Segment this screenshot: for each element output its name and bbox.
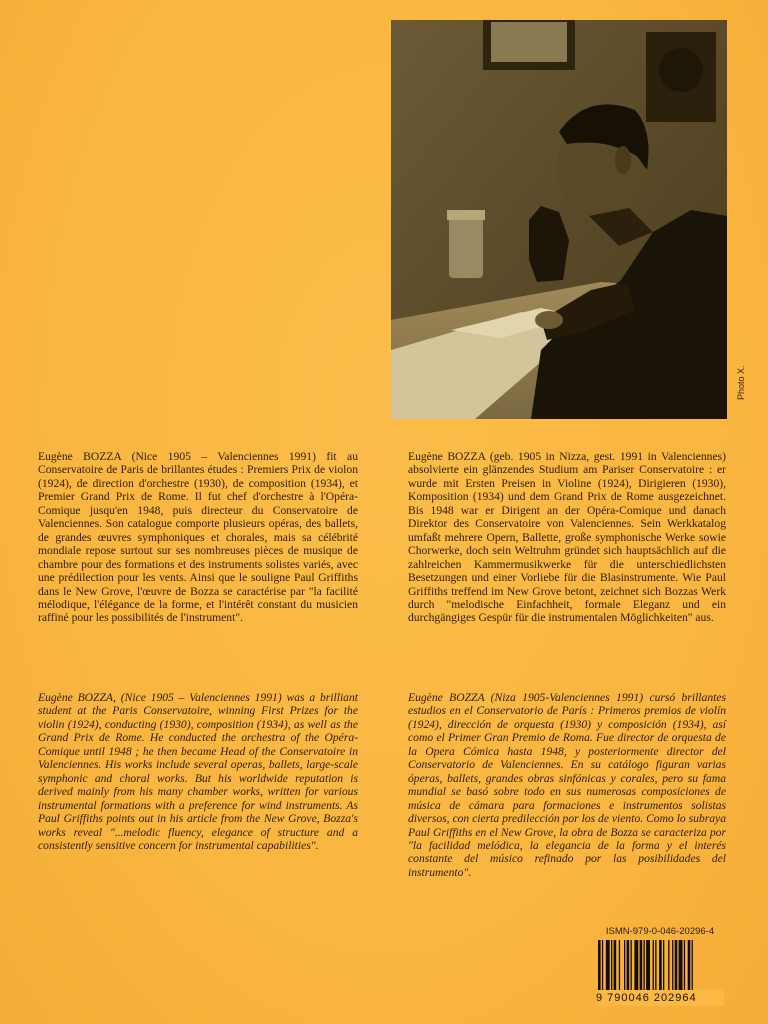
composer-photo: [391, 20, 727, 419]
spanish-paragraph: Eugène BOZZA (Niza 1905-Valenciennes 1991) cursó brillantes estudios en el Conservatorio de París : Primeros premios de violín (1924), dirección de orquesta (1930) y composición (1934), así como el Primer Gran Premio de Roma. Fue director de orquesta de la Opera Cómica hasta 1948, y posteriormente director del Conservatorio de Valenciennes. En su catálogo figuran varias óperas, ballets, grandes obras sinfónicas y corales, pero su fama mundial se basó sobre todo en sus numerosas composiciones de música de cámara para formaciones e instrumentos solistas diversos, con cierta predilección por los de viento. Como lo subraya Paul Griffiths en el New Grove, la obra de Bozza se caracteriza por "la facilidad melódica, la elegancia de la forma y el interés constante del músico refinado por las posibilidades del instrumento".: [408, 691, 726, 879]
english-biography: [38, 691, 358, 852]
english-paragraph: Eugène BOZZA, (Nice 1905 – Valenciennes 1991) was a brilliant student at the Paris Conservatoire, winning First Prizes for the violin (1924), conducting (1930), composition (1934), as well as the Grand Prix de Rome. He conducted the orchestra of the Opéra-Comique until 1948 ; he then became Head of the Conservatoire in Valenciennes. His works include several operas, ballets, large-scale symphonic and choral works. But his worldwide reputation is derived mainly from his many chamber works, written for various instrumental formations with a preference for wind instruments. As Paul Griffiths points out in his article from the New Grove, Bozza's works reveal "...melodic fluency, elegance of structure and a consistently sensitive concern for instrumental capabilities".: [38, 691, 358, 852]
barcode-number: 9 790046 202964: [596, 990, 724, 1006]
german-biography: [408, 450, 726, 625]
spanish-biography: [408, 691, 726, 879]
composer-photo-image: [391, 20, 727, 419]
french-paragraph: Eugène BOZZA (Nice 1905 – Valenciennes 1991) fit au Conservatoire de Paris de brillantes études : Premiers Prix de violon (1924), de direction d'orchestre (1930), de composition (1934), et Premier Grand Prix de Rome. Il fut chef d'orchestre à l'Opéra-Comique jusqu'en 1948, puis directeur du Conservatoire de Valenciennes. Son catalogue comporte plusieurs opéras, des ballets, de grandes œuvres symphoniques et chorales, mais sa célébrité mondiale repose surtout sur ses nombreuses pièces de musique de chambre pour des formations et des instruments solistes variés, avec une prédilection pour les vents. Ainsi que le souligne Paul Griffiths dans le New Grove, l'œuvre de Bozza se caractérise par "la facilité mélodique, l'élégance de la forme, et l'intérêt constant du musicien raffiné pour les possibilités de l'instrument".: [38, 450, 358, 625]
french-biography: [38, 450, 358, 625]
photo-credit: Photo X.: [736, 365, 746, 400]
german-paragraph: Eugène BOZZA (geb. 1905 in Nizza, gest. 1991 in Valenciennes) absolvierte ein glänzendes Studium am Pariser Conservatoire : er wurde mit Ersten Preisen in Violine (1924), Dirigieren (1930), Komposition (1934) und dem Grand Prix de Rome ausgezeichnet. Bis 1948 war er Dirigent an der Opéra-Comique und danach Direktor des Conservatoire von Valenciennes. Sein Werkkatalog umfaßt mehrere Opern, Ballette, große symphonische Werke sowie Chorwerke, doch sein Weltruhm gründet sich hauptsächlich auf die zahlreichen Kammermusikwerke für die unterschiedlichsten Besetzungen und einer Vorliebe für die Blasinstrumente. Wie Paul Griffiths treffend im New Grove betont, zeichnet sich Bozzas Werk durch "melodische Einfachheit, formale Eleganz und ein durchgängiges Gespür für die instrumentalen Möglichkeiten" aus.: [408, 450, 726, 625]
ismn-label: ISMN-979-0-046-20296-4: [605, 926, 715, 937]
